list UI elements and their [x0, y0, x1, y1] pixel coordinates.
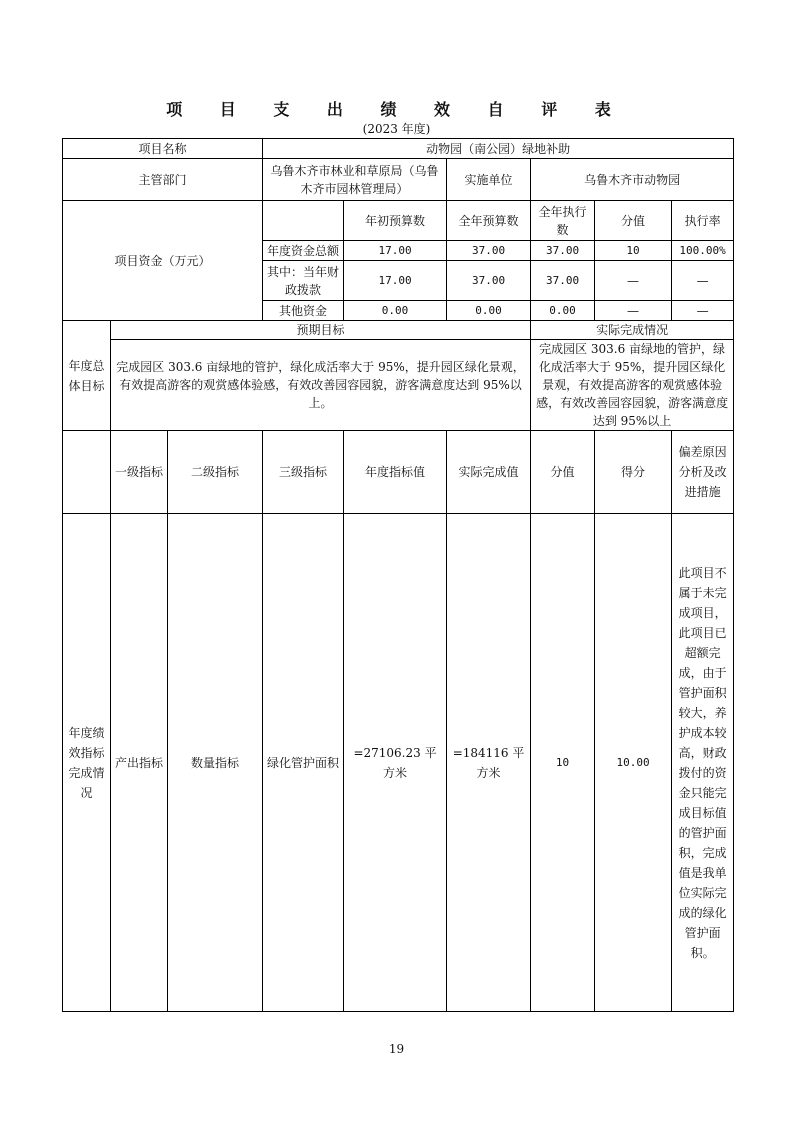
page-number: 19: [388, 1042, 405, 1056]
indicators-header-level3: 三级指标: [263, 431, 344, 514]
funds-header-empty: [263, 201, 344, 241]
indicators-header-reason: 偏差原因分析及改进措施: [672, 431, 734, 514]
funds-cell: 10: [595, 241, 672, 261]
project-name-label: 项目名称: [63, 139, 263, 159]
indicators-header-score-value: 分值: [531, 431, 595, 514]
funds-cell: —: [595, 261, 672, 301]
funds-cell: 17.00: [344, 261, 447, 301]
indicator-level3: 绿化管护面积: [263, 514, 344, 1012]
goals-actual-header: 实际完成情况: [531, 321, 734, 340]
department-value: 乌鲁木齐市林业和草原局（乌鲁木齐市园林管理局）: [263, 159, 447, 201]
funds-header-score-value: 分值: [595, 201, 672, 241]
indicators-section-label: 年度绩效指标完成情况: [63, 514, 111, 1012]
funds-cell: —: [672, 301, 734, 321]
funds-cell: 0.00: [344, 301, 447, 321]
funds-cell: —: [595, 301, 672, 321]
goals-label: 年度总体目标: [63, 321, 111, 431]
funds-cell: 17.00: [344, 241, 447, 261]
implementing-unit-label: 实施单位: [447, 159, 531, 201]
project-name-value: 动物园（南公园）绿地补助: [263, 139, 734, 159]
indicator-target: =27106.23 平方米: [344, 514, 447, 1012]
indicators-header-score: 得分: [595, 431, 672, 514]
department-label: 主管部门: [63, 159, 263, 201]
goals-content-row: [63, 340, 734, 431]
funds-cell: 100.00%: [672, 241, 734, 261]
indicators-header-level2: 二级指标: [168, 431, 263, 514]
indicators-header-blank: [63, 431, 111, 514]
indicator-level1: 产出指标: [111, 514, 168, 1012]
funds-row-name: 年度资金总额: [263, 241, 344, 261]
funds-cell: 0.00: [447, 301, 531, 321]
indicator-level2: 数量指标: [168, 514, 263, 1012]
goals-planned-header: 预期目标: [111, 321, 531, 340]
indicator-reason: 此项目不属于未完成项目，此项目已超额完成，由于管护面积较大，养护成本较高，财政拨付的资金只能完成目标值的管护面积，完成值是我单位实际完成的绿化管护面积。: [672, 514, 734, 1012]
indicator-score: 10.00: [595, 514, 672, 1012]
page-subtitle: (2023 年度): [362, 122, 431, 136]
indicator-score-value: 10: [531, 514, 595, 1012]
project-name-row: [63, 139, 734, 159]
goals-actual-text: 完成园区 303.6 亩绿地的管护，绿化成活率大于 95%，提升园区绿化景观，有效提高游客的观赏感体验感，有效改善园容园貌，游客满意度达到 95%以上: [531, 340, 734, 431]
funds-cell: —: [672, 261, 734, 301]
indicator-actual: =184116 平方米: [447, 514, 531, 1012]
goals-planned-text: 完成园区 303.6 亩绿地的管护，绿化成活率大于 95%，提升园区绿化景观，有效提高游客的观赏感体验感，有效改善园容园貌，游客满意度达到 95%以上。: [111, 340, 531, 431]
funds-header-executed: 全年执行数: [531, 201, 595, 241]
indicators-header-target: 年度指标值: [344, 431, 447, 514]
goals-header-row: [63, 321, 734, 340]
funds-cell: 0.00: [531, 301, 595, 321]
implementing-unit-value: 乌鲁木齐市动物园: [531, 159, 734, 201]
funds-header-row: [63, 201, 734, 241]
funds-label: 项目资金（万元）: [63, 201, 263, 321]
funds-row-name: 其中：当年财政拨款: [263, 261, 344, 301]
funds-cell: 37.00: [447, 261, 531, 301]
evaluation-table: [62, 138, 734, 1012]
indicators-header-row: [63, 431, 734, 514]
page-title: 项 目 支 出 绩 效 自 评 表: [166, 100, 627, 119]
funds-cell: 37.00: [447, 241, 531, 261]
department-row: [63, 159, 734, 201]
funds-header-initial: 年初预算数: [344, 201, 447, 241]
funds-cell: 37.00: [531, 241, 595, 261]
indicator-row: [63, 514, 734, 1012]
funds-header-rate: 执行率: [672, 201, 734, 241]
indicators-header-level1: 一级指标: [111, 431, 168, 514]
funds-cell: 37.00: [531, 261, 595, 301]
funds-header-annual: 全年预算数: [447, 201, 531, 241]
indicators-header-actual: 实际完成值: [447, 431, 531, 514]
funds-row-name: 其他资金: [263, 301, 344, 321]
